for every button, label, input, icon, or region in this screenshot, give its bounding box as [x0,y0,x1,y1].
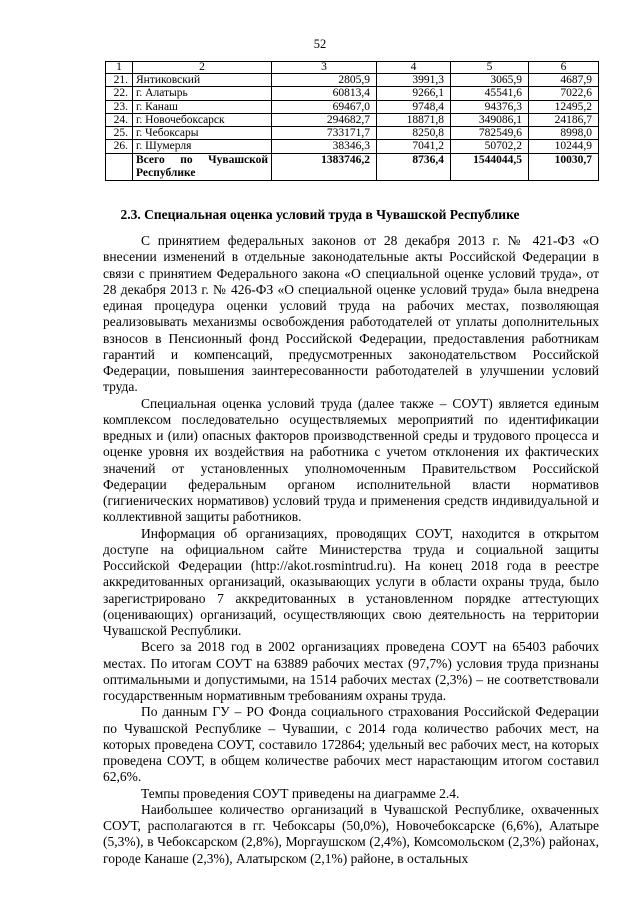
row-label: Янтиковский [133,74,272,87]
row-value: 94376,3 [451,100,529,113]
table-header-cell: 4 [377,62,451,74]
row-label: г. Чебоксары [133,127,272,140]
total-value: 1383746,2 [272,153,377,180]
table-header-cell: 2 [133,62,272,74]
table-row [106,127,599,140]
table-header-cell: 1 [106,62,133,74]
table-header-row [106,62,599,74]
table-header-cell: 6 [529,62,599,74]
row-value: 782549,6 [451,127,529,140]
total-value: 1544044,5 [451,153,529,180]
row-number: 21. [106,74,133,87]
row-value: 2805,9 [272,74,377,87]
row-value: 18871,8 [377,113,451,126]
table-total-row [106,153,599,180]
row-value: 733171,7 [272,127,377,140]
row-number: 24. [106,113,133,126]
row-value: 69467,0 [272,100,377,113]
page-number: 52 [313,37,327,51]
row-label: г. Канаш [133,100,272,113]
row-number: 23. [106,100,133,113]
row-label: г. Новочебоксарск [133,113,272,126]
paragraph: Информация об организациях, проводящих СОУТ, находится в открытом доступе на официальном сайте Министерства труда и социальной защиты Российской Федерации (http://akot.rosmintrud.ru). На конец 2018 года в реестре аккредитованных организаций, оказывающих услуги в области охраны труда, было зарегистрировано 7 аккредитованных в установленном порядке аттестующих (оценивающих) организаций, осуществляющих свою деятельность на территории Чувашской Республики. [103,525,599,638]
table-row [106,113,599,126]
row-value: 24186,7 [529,113,599,126]
row-number: 22. [106,87,133,100]
table-row [106,74,599,87]
paragraph: Специальная оценка условий труда (далее также – СОУТ) является единым комплексом последовательно осуществляемых мероприятий по идентификации вредных и (или) опасных факторов производственной среды и трудового процесса и оценке уровня их воздействия на работника с учетом отклонения их фактических значений от установленных уполномоченным Правительством Российской Федерации федеральным органом исполнительной власти нормативов (гигиенических нормативов) условий труда и применения средств индивидуальной и коллективной защиты работников. [103,395,599,525]
row-value: 8250,8 [377,127,451,140]
row-value: 3065,9 [451,74,529,87]
paragraph: Темпы проведения СОУТ приведены на диаграмме 2.4. [141,785,460,801]
row-label: г. Алатырь [133,87,272,100]
row-value: 38346,3 [272,140,377,153]
total-value: 10030,7 [529,153,599,180]
paragraph: Наибольшее количество организаций в Чувашской Республике, охваченных СОУТ, располагаются в гг. Чебоксары (50,0%), Новочебоксарске (6,6%), Алатыре (5,3%), в Чебоксарском (2,8%), Моргаушском (2,4%), Комсомольском (2,3%) районах, городе Канаше (2,3%), Алатырском (2,1%) районе, в остальных [103,801,599,866]
table-row [106,100,599,113]
row-value: 12495,2 [529,100,599,113]
paragraph: Всего за 2018 год в 2002 организациях проведена СОУТ на 65403 рабочих местах. По итогам СОУТ на 63889 рабочих местах (97,7%) условия труда признаны оптимальными и допустимыми, на 1514 рабочих местах (2,3%) – не соответствовали государственным нормативным требованиям охраны труда. [103,639,599,703]
table-row [106,87,599,100]
total-label: Всего по Чувашской Республике [133,153,272,180]
row-value: 60813,4 [272,87,377,100]
section-heading: 2.3. Специальная оценка условий труда в Чувашской Республике [120,207,520,222]
table-row [106,140,599,153]
paragraph: По данным ГУ – РО Фонда социального страхования Российской Федерации по Чувашской Республике – Чувашии, с 2014 года количество рабочих мест, на которых проведена СОУТ, составило 172864; удельный вес рабочих мест, на которых проведена СОУТ, в общем количестве рабочих мест нарастающим итогом составил 62,6%. [103,704,599,785]
paragraph: С принятием федеральных законов от 28 декабря 2013 г. № 421-ФЗ «О внесении изменений в отдельные законодательные акты Российской Федерации в связи с принятием Федерального закона «О специальной оценке условий труда», от 28 декабря 2013 г. № 426-ФЗ «О специальной оценке условий труда» была внедрена единая процедура оценки условий труда на рабочих местах, позволяющая реализовывать механизмы освобождения работодателей от уплаты дополнительных взносов в Пенсионный фонд Российской Федерации, предоставления работникам гарантий и компенсаций, предусмотренных законодательством Российской Федерации, повышения заинтересованности работодателей в улучшении условий труда. [103,233,599,395]
row-value: 7022,6 [529,87,599,100]
row-label: г. Шумерля [133,140,272,153]
row-value: 50702,2 [451,140,529,153]
row-value: 9748,4 [377,100,451,113]
row-value: 10244,9 [529,140,599,153]
row-number: 25. [106,127,133,140]
data-table [105,61,599,181]
row-value: 349086,1 [451,113,529,126]
row-value: 294682,7 [272,113,377,126]
row-number: 26. [106,140,133,153]
table-header-cell: 3 [272,62,377,74]
row-value: 7041,2 [377,140,451,153]
row-value: 8998,0 [529,127,599,140]
body-text [103,233,599,867]
row-value: 45541,6 [451,87,529,100]
total-number [106,153,133,180]
total-value: 8736,4 [377,153,451,180]
row-value: 9266,1 [377,87,451,100]
row-value: 4687,9 [529,74,599,87]
table-header-cell: 5 [451,62,529,74]
row-value: 3991,3 [377,74,451,87]
